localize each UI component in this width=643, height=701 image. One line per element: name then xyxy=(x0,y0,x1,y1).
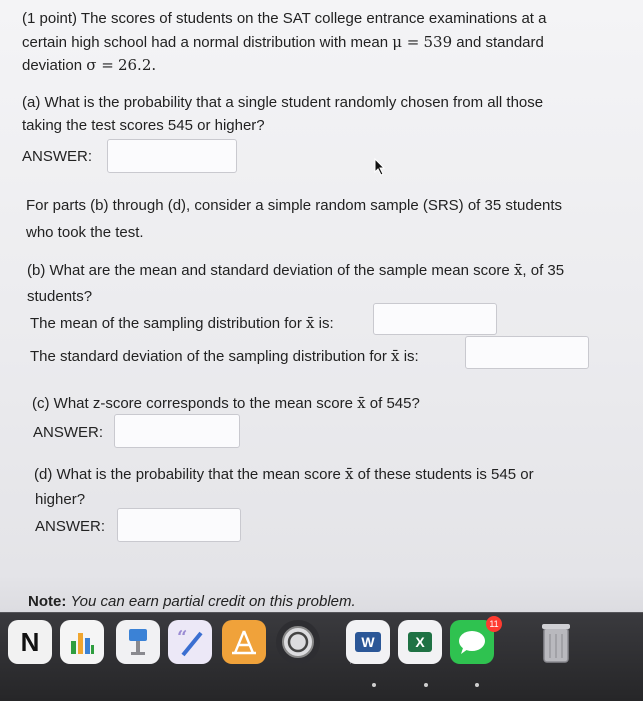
bar-chart-glyph xyxy=(67,627,97,657)
part-d-question-line1 xyxy=(34,464,534,485)
part-d-answer-input[interactable] xyxy=(117,508,241,542)
mean-label-text: The mean of the sampling distribution for xyxy=(30,315,302,332)
safari-icon[interactable] xyxy=(276,620,320,664)
intro-text-2: and standard xyxy=(456,34,544,51)
part-c-answer-label: ANSWER: xyxy=(33,424,104,441)
excel-icon[interactable] xyxy=(398,620,442,664)
part-b-sd-input[interactable] xyxy=(465,336,589,369)
sd-label-is: is: xyxy=(403,348,419,365)
part-b-question-line2: students? xyxy=(27,288,93,305)
word-icon[interactable] xyxy=(346,620,390,664)
part-a-answer-label: ANSWER: xyxy=(22,148,93,165)
part-c-text-2: of 545? xyxy=(369,395,420,412)
svg-text:“: “ xyxy=(177,627,188,648)
part-c-question xyxy=(32,393,420,414)
part-a-question-line2: taking the test scores 545 or higher? xyxy=(22,117,265,134)
word-glyph: W xyxy=(355,632,380,652)
part-d-answer-label: ANSWER: xyxy=(35,518,106,535)
mu-symbol: μ = xyxy=(392,33,420,51)
notion-glyph: N xyxy=(20,626,40,657)
word-running-indicator xyxy=(372,683,376,687)
xbar-symbol-c: x̄ xyxy=(357,394,366,412)
intro-text-3: deviation xyxy=(22,57,83,74)
parts-bd-intro-line1: For parts (b) through (d), consider a simple random sample (SRS) of 35 students xyxy=(26,197,563,214)
podium-glyph xyxy=(122,625,154,659)
pen-glyph xyxy=(173,625,207,659)
mouse-cursor-icon xyxy=(374,158,386,176)
quotes-pen-icon[interactable] xyxy=(168,620,212,664)
intro-text: certain high school had a normal distribution with mean xyxy=(22,34,389,51)
messages-badge: 11 xyxy=(486,616,502,632)
partial-credit-note xyxy=(28,592,356,612)
part-a-question-line1: (a) What is the probability that a single student randomly chosen from all those xyxy=(22,94,544,111)
part-c-answer-input[interactable] xyxy=(114,414,240,448)
problem-intro-line3 xyxy=(22,55,156,76)
problem-intro-line2 xyxy=(22,32,544,53)
sigma-symbol: σ = xyxy=(86,56,114,74)
xbar-symbol: x̄ xyxy=(513,261,523,279)
xbar-symbol: x̄ xyxy=(391,347,400,365)
problem-intro-line1: (1 point) The scores of students on the SAT college entrance examinations at a xyxy=(22,10,547,27)
sigma-value: 26.2. xyxy=(117,56,157,74)
app-store-icon[interactable] xyxy=(222,620,266,664)
note-label: Note: xyxy=(28,593,67,610)
trash-icon[interactable] xyxy=(534,620,578,664)
keynote-icon[interactable] xyxy=(116,620,160,664)
messages-running-indicator xyxy=(475,683,479,687)
parts-bd-intro-line2: who took the test. xyxy=(26,224,144,241)
part-a-answer-input[interactable] xyxy=(107,139,237,173)
mu-value: 539 xyxy=(423,33,453,51)
notion-icon[interactable] xyxy=(8,620,52,664)
compass-glyph xyxy=(280,624,316,660)
part-b-mean-label xyxy=(30,313,334,334)
excel-glyph: X xyxy=(408,632,431,652)
part-b-question-line1 xyxy=(27,260,564,281)
excel-running-indicator xyxy=(424,683,428,687)
xbar-symbol-d: x̄ xyxy=(344,465,354,483)
trash-can-glyph xyxy=(538,620,574,664)
part-d-text-2: of these students is 545 or xyxy=(357,466,534,483)
part-b-mean-input[interactable] xyxy=(373,303,497,335)
note-text: You can earn partial credit on this problem. xyxy=(70,593,356,610)
speech-bubble-glyph xyxy=(456,627,488,657)
part-b-text-2: , of 35 xyxy=(522,262,565,279)
part-b-sd-label xyxy=(30,346,419,367)
part-d-question-line2: higher? xyxy=(35,491,86,508)
numbers-icon[interactable] xyxy=(60,620,104,664)
xbar-symbol: x̄ xyxy=(305,314,315,332)
mean-label-is: is: xyxy=(318,315,334,332)
part-b-text: (b) What are the mean and standard deviation of the sample mean score xyxy=(27,262,510,279)
part-d-text: (d) What is the probability that the mean score xyxy=(34,466,341,483)
part-c-text: (c) What z-score corresponds to the mean score xyxy=(32,395,353,412)
sd-label-text: The standard deviation of the sampling distribution for xyxy=(30,348,387,365)
app-store-glyph xyxy=(228,626,260,658)
